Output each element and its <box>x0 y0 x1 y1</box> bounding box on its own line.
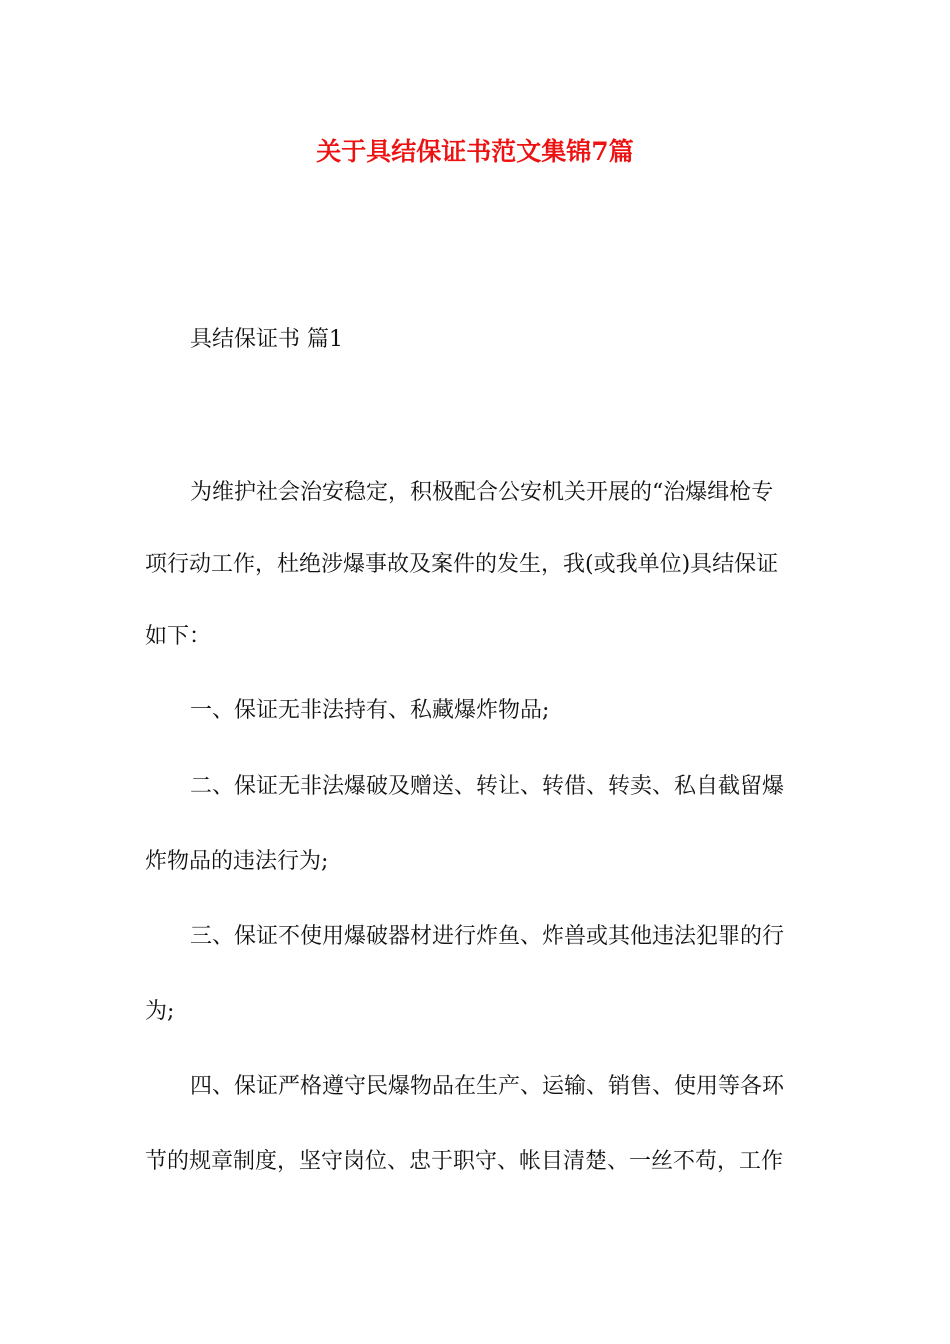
body-line: 炸物品的违法行为; <box>145 849 329 874</box>
body-line: 为; <box>145 999 175 1024</box>
section-heading: 具结保证书 篇1 <box>190 327 343 352</box>
body-line: 如下： <box>145 624 212 649</box>
body-line: 为维护社会治安稳定，积极配合公安机关开展的“治爆缉枪专 <box>190 480 774 505</box>
body-line: 节的规章制度，坚守岗位、忠于职守、帐目清楚、一丝不苟，工作 <box>145 1149 784 1174</box>
body-line: 二、保证无非法爆破及赠送、转让、转借、转卖、私自截留爆 <box>190 774 785 799</box>
body-line: 三、保证不使用爆破器材进行炸鱼、炸兽或其他违法犯罪的行 <box>190 924 785 949</box>
body-line: 四、保证严格遵守民爆物品在生产、运输、销售、使用等各环 <box>190 1074 785 1099</box>
document-title: 关于具结保证书范文集锦7篇 <box>316 137 634 166</box>
body-line: 项行动工作，杜绝涉爆事故及案件的发生，我(或我单位)具结保证 <box>145 552 779 577</box>
body-line: 一、保证无非法持有、私藏爆炸物品; <box>190 698 550 723</box>
